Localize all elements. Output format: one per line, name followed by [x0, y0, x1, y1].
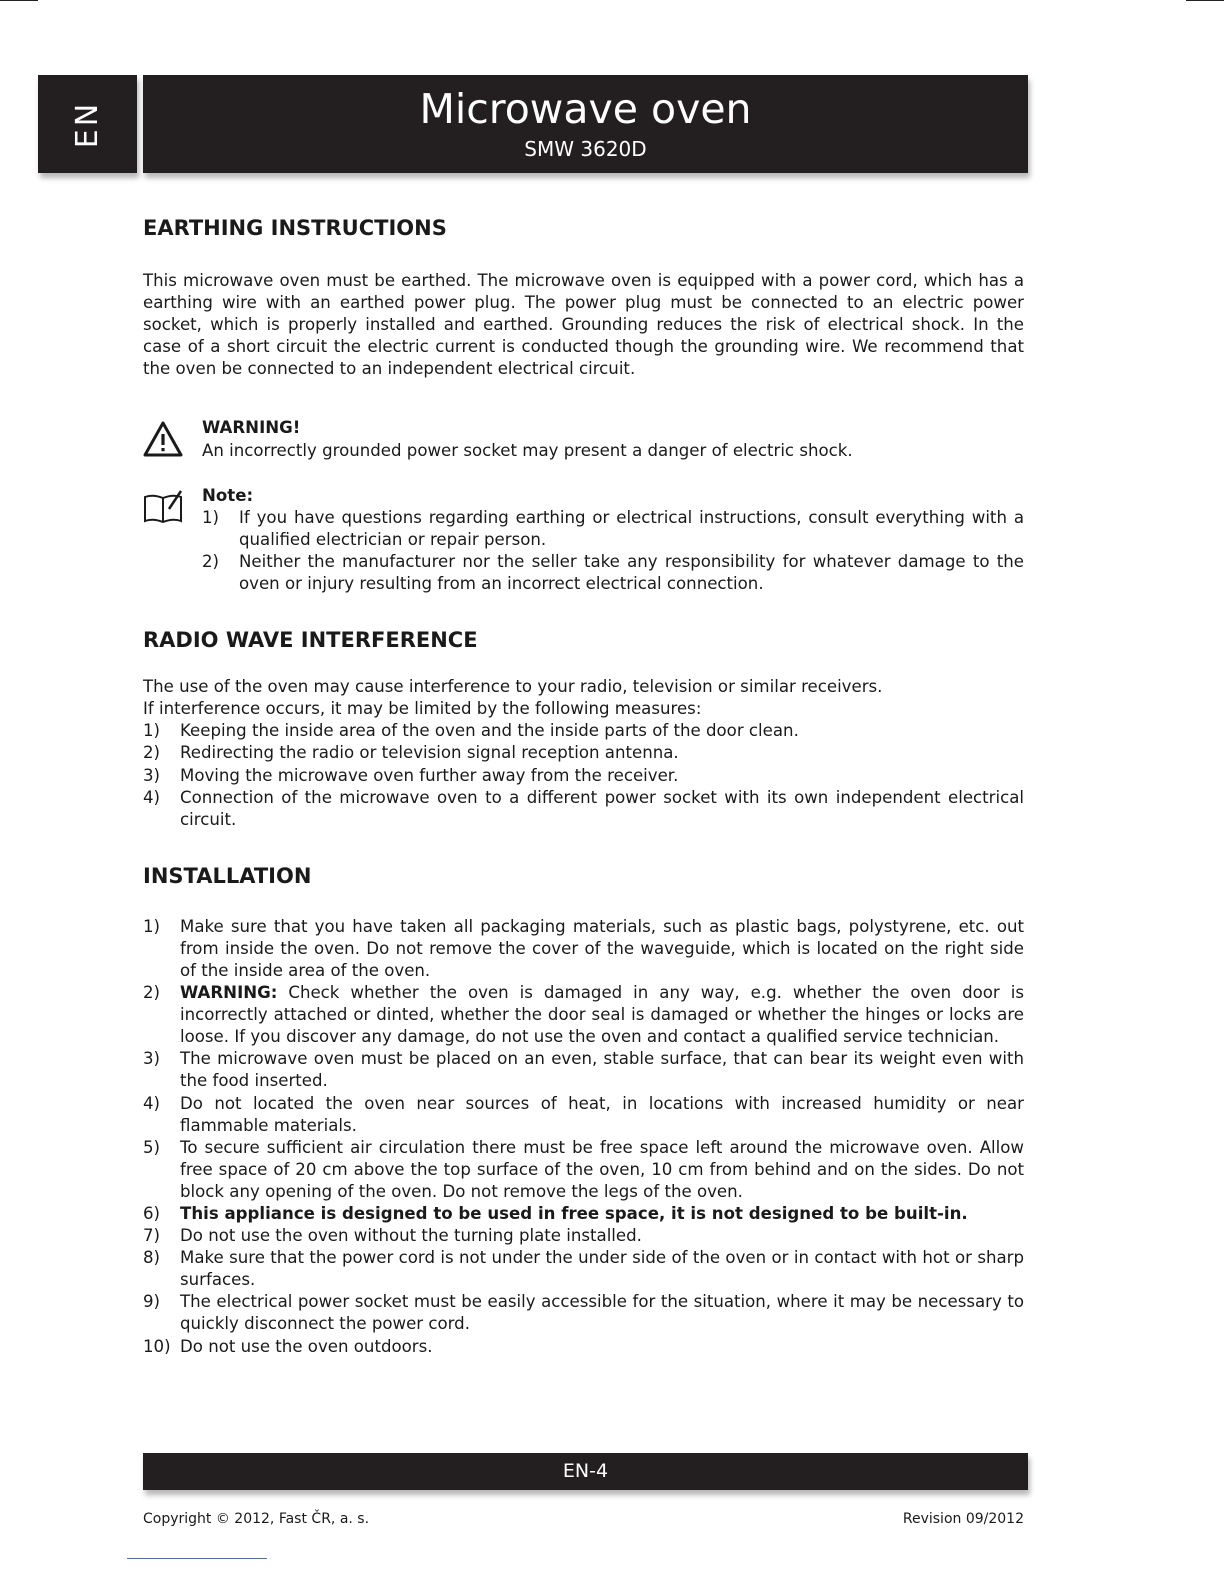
warning-block	[143, 417, 1024, 461]
note-block	[143, 485, 1024, 595]
bottom-underline	[127, 1558, 267, 1559]
warning-title: WARNING!	[202, 418, 301, 438]
list-item: 3) Moving the microwave oven further away from the receiver.	[143, 765, 679, 785]
installation-heading: INSTALLATION	[143, 863, 312, 888]
crop-mark-right	[1186, 0, 1224, 1]
list-item: 2) WARNING: Check whether the oven is damaged in any way, e.g. whether the oven door is incorrectly attached or dinted, whether the door seal is damaged or whether the hinges or locks are loose. If you discover any damage, do not use the oven and contact a qualified service technician.	[143, 983, 1024, 1047]
note-list	[202, 507, 1024, 595]
title-banner	[143, 75, 1028, 173]
radio-intro-line-1: The use of the oven may cause interference to your radio, television or similar receivers.	[143, 677, 883, 697]
list-item: 1) If you have questions regarding earthing or electrical instructions, consult everything with a qualified electrician or repair person.	[202, 507, 1024, 549]
copyright: Copyright © 2012, Fast ČR, a. s.	[143, 1511, 370, 1527]
list-item: 8) Make sure that the power cord is not under the under side of the oven or in contact with hot or sharp surfaces.	[143, 1248, 1024, 1290]
list-item: 3) The microwave oven must be placed on an even, stable surface, that can bear its weight even with the food inserted.	[143, 1049, 1024, 1091]
list-item: 1) Make sure that you have taken all packaging materials, such as plastic bags, polystyrene, etc. out from inside the oven. Do not remove the cover of the waveguide, which is located on the right side of the inside area of the oven.	[143, 916, 1024, 980]
list-item: 10) Do not use the oven outdoors.	[143, 1336, 433, 1356]
installation-list	[143, 916, 1024, 1358]
radio-list	[143, 720, 1024, 830]
page-content	[143, 214, 1024, 1358]
list-item: 4) Connection of the microwave oven to a different power socket with its own independent electrical circuit.	[143, 787, 1024, 829]
radio-intro-line-2: If interference occurs, it may be limited by the following measures:	[143, 699, 702, 719]
warning-text: An incorrectly grounded power socket may present a danger of electric shock.	[202, 440, 853, 460]
document-title: Microwave oven	[419, 85, 752, 133]
list-item: 1) Keeping the inside area of the oven and the inside parts of the door clean.	[143, 721, 799, 741]
language-tab	[38, 75, 137, 173]
language-label: EN	[70, 100, 105, 148]
list-item: 2) Neither the manufacturer nor the seller take any responsibility for whatever damage to the oven or injury resulting from an incorrect electrical connection.	[202, 551, 1024, 594]
warning-triangle-icon	[143, 421, 183, 457]
revision: Revision 09/2012	[902, 1511, 1024, 1527]
list-item: 4) Do not located the oven near sources of heat, in locations with increased humidity or near flammable materials.	[143, 1093, 1024, 1135]
crop-mark-left	[0, 0, 38, 1]
page-number-bar	[143, 1453, 1028, 1490]
list-item: 7) Do not use the oven without the turning plate installed.	[143, 1226, 642, 1246]
radio-heading: RADIO WAVE INTERFERENCE	[143, 628, 478, 653]
earthing-paragraph: This microwave oven must be earthed. The microwave oven is equipped with a power cord, which has a earthing wire with an earthed power plug. The power plug must be connected to an electric power socket, which is properly installed and earthed. Grounding reduces the risk of electrical shock. In the case of a short circuit the electric current is conducted though the grounding wire. We recommend that the oven be connected to an independent electrical circuit.	[143, 271, 1024, 379]
list-item: 6) This appliance is designed to be used in free space, it is not designed to be built-in.	[143, 1204, 968, 1223]
list-item: 2) Redirecting the radio or television signal reception antenna.	[143, 743, 679, 763]
model-number: SMW 3620D	[524, 137, 647, 161]
note-title: Note:	[202, 485, 254, 505]
note-book-icon	[143, 489, 183, 525]
earthing-heading: EARTHING INSTRUCTIONS	[143, 216, 447, 240]
list-item: 5) To secure sufficient air circulation there must be free space left around the microwave oven. Allow free space of 20 cm above the top surface of the oven, 10 cm from behind and on the sides. Do not block any opening of the oven. Do not remove the legs of the oven.	[143, 1137, 1024, 1201]
radio-intro	[143, 676, 1024, 720]
list-item: 9) The electrical power socket must be easily accessible for the situation, where it may be necessary to quickly disconnect the power cord.	[143, 1292, 1024, 1334]
page-number: EN-4	[562, 1460, 609, 1482]
